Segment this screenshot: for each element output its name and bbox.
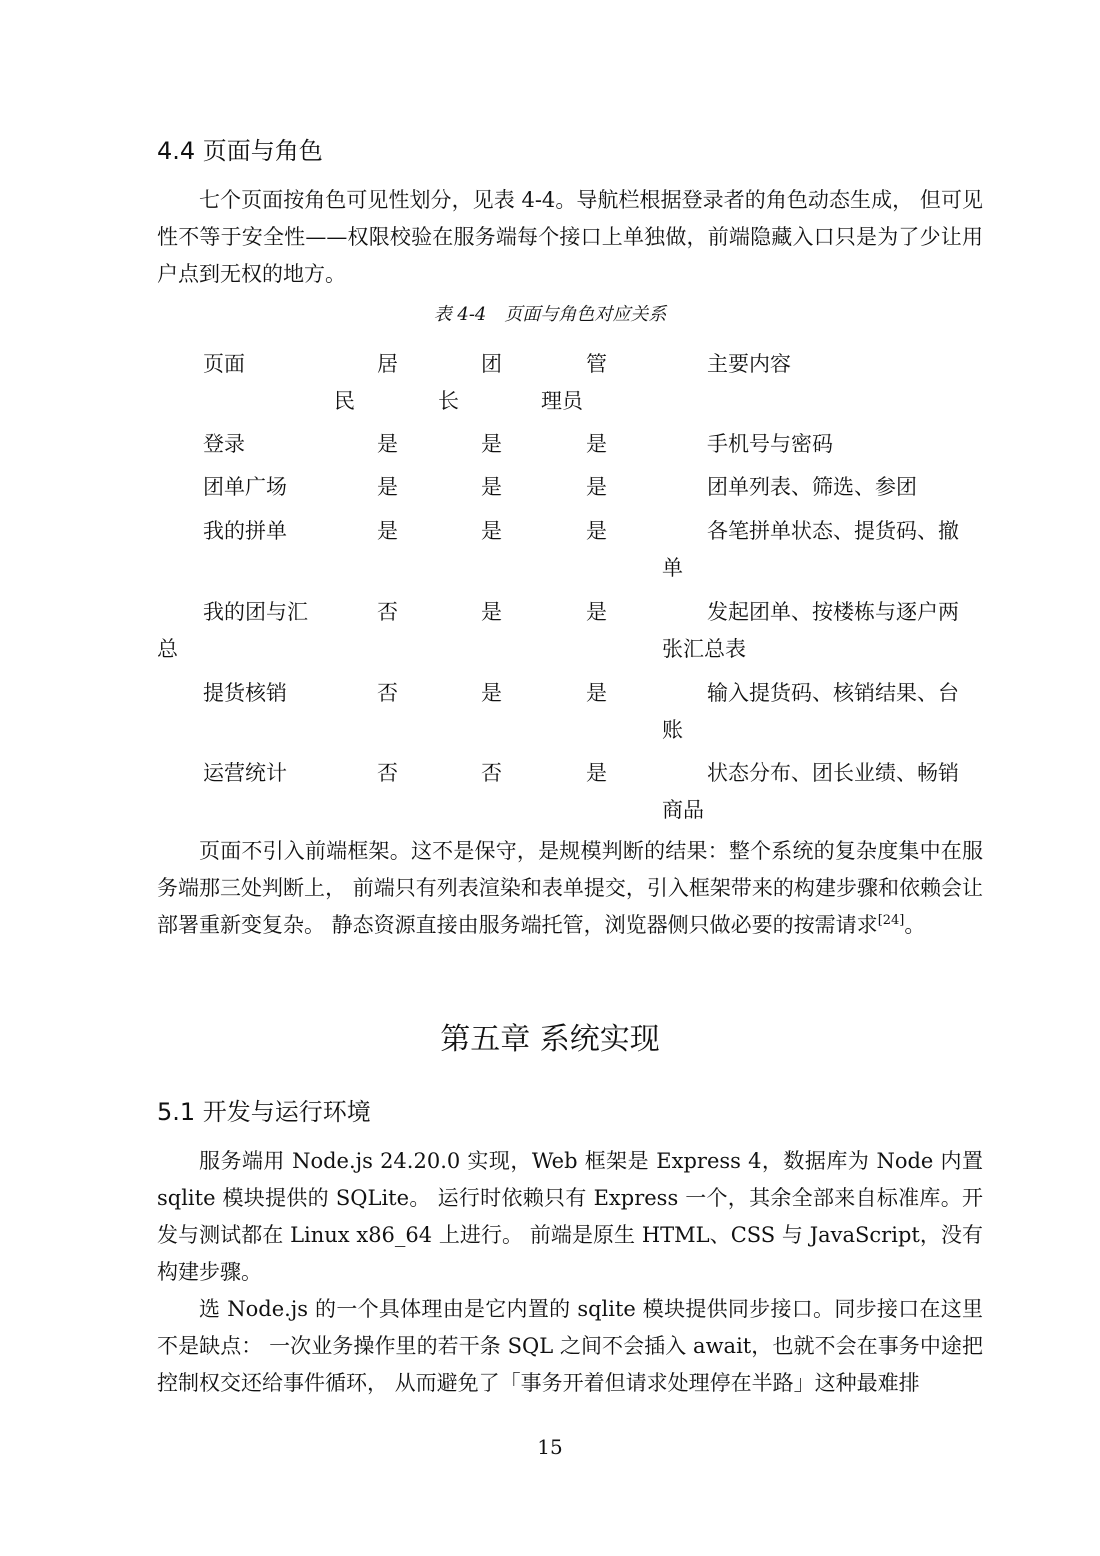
- table-row-3-page: 我的拼单: [203, 519, 287, 543]
- table-row-5-leader: 是: [481, 681, 502, 705]
- table-row-4-resident: 否: [377, 600, 398, 624]
- table-row-6-page: 运营统计: [203, 761, 287, 785]
- table-row-6-content: 状态分布、团长业绩、畅销商品: [662, 761, 959, 822]
- table-row-1-resident: 是: [377, 432, 398, 456]
- after-table-end: 。: [904, 913, 926, 937]
- table-row-2-resident: 是: [377, 475, 398, 499]
- table-header-page: 页面: [203, 352, 245, 376]
- table-row-6-leader: 否: [481, 761, 502, 785]
- table-row-5-resident: 否: [377, 681, 398, 705]
- table-row-3-resident: 是: [377, 519, 398, 543]
- table-header-content: 主要内容: [707, 352, 791, 376]
- env-paragraph-1: 服务端用 Node.js 24.20.0 实现，Web 框架是 Express 4，数据库为 Node 内置 sqlite 模块提供的 SQLite。 运行时依赖只有 Express 一个，其余全部来自标准库。开发与测试都在 Linux x86_64 上进行。 前端是原生 HTML、CSS 与 JavaScript，没有构建步骤。: [157, 1149, 983, 1284]
- table-caption: 表 4-4 页面与角色对应关系: [433, 304, 667, 325]
- table-row-5-page: 提货核销: [203, 681, 287, 705]
- citation-24: [24]: [877, 913, 905, 928]
- table-row-4-admin: 是: [586, 600, 607, 624]
- after-table-paragraph: [157, 833, 983, 944]
- after-table-text: 页面不引入前端框架。这不是保守，是规模判断的结果：整个系统的复杂度集中在服务端那三处判断上， 前端只有列表渲染和表单提交，引入框架带来的构建步骤和依赖会让部署重新变复杂。 静态资源直接由服务端托管，浏览器侧只做必要的按需请求: [157, 839, 983, 937]
- table-row-2-admin: 是: [586, 475, 607, 499]
- section-heading-5-1: 5.1 开发与运行环境: [157, 1098, 371, 1126]
- table-row-2-leader: 是: [481, 475, 502, 499]
- section-heading-4-4: 4.4 页面与角色: [157, 137, 323, 165]
- intro-paragraph: 七个页面按角色可见性划分，见表 4-4。导航栏根据登录者的角色动态生成， 但可见性不等于安全性——权限校验在服务端每个接口上单独做，前端隐藏入口只是为了少让用户点到无权的地方。: [157, 188, 983, 286]
- table-row-3-content: 各笔拼单状态、提货码、撤单: [662, 519, 959, 580]
- chapter-title: 第五章 系统实现: [440, 1022, 660, 1057]
- table-row-5-admin: 是: [586, 681, 607, 705]
- table-row-4-leader: 是: [481, 600, 502, 624]
- table-row-6-admin: 是: [586, 761, 607, 785]
- table-row-3-leader: 是: [481, 519, 502, 543]
- table-row-1-page: 登录: [203, 432, 245, 456]
- page-number: 15: [537, 1435, 563, 1459]
- table-row-1-content: 手机号与密码: [707, 432, 833, 456]
- table-row-1-admin: 是: [586, 432, 607, 456]
- table-row-3-admin: 是: [586, 519, 607, 543]
- table-header-resident: 居民: [334, 352, 398, 413]
- table-row-5-content: 输入提货码、核销结果、台账: [662, 681, 959, 742]
- table-row-2-content: 团单列表、筛选、参团: [707, 475, 917, 499]
- table-row-2-page: 团单广场: [203, 475, 287, 499]
- table-row-4-page: 我的团与汇总: [157, 600, 308, 661]
- table-row-6-resident: 否: [377, 761, 398, 785]
- table-row-1-leader: 是: [481, 432, 502, 456]
- table-row-4-content: 发起团单、按楼栋与逐户两张汇总表: [662, 600, 959, 661]
- table-header-leader: 团长: [438, 352, 502, 413]
- table-header-admin: 管理员: [541, 352, 607, 413]
- env-paragraph-2: 选 Node.js 的一个具体理由是它内置的 sqlite 模块提供同步接口。同步接口在这里不是缺点： 一次业务操作里的若干条 SQL 之间不会插入 await，也就不会在事务中途把控制权交还给事件循环， 从而避免了「事务开着但请求处理停在半路」这种最难排: [157, 1297, 983, 1395]
